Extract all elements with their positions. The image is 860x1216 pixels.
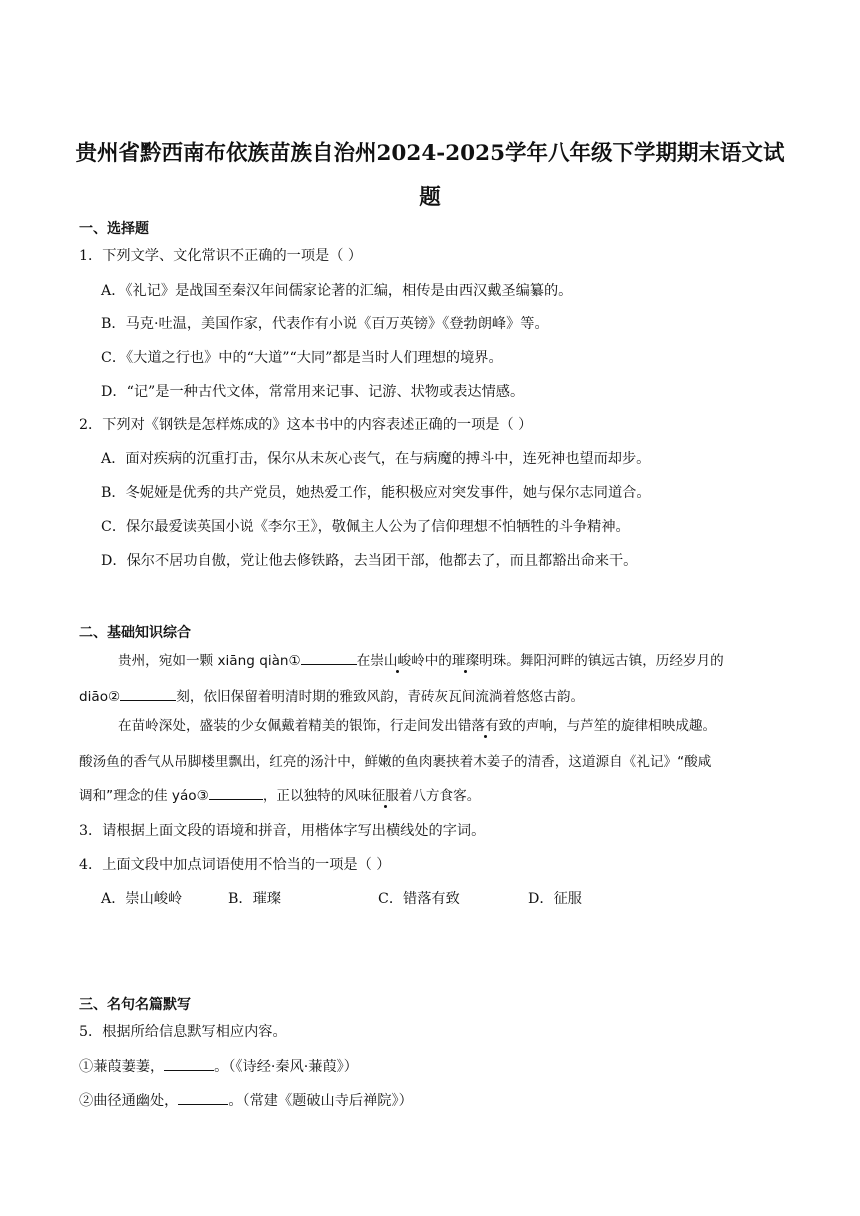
passage-text: 刻，依旧保留着明清时期的雅致风韵，青砖灰瓦间流淌着悠悠古韵。	[176, 689, 585, 705]
passage-line-2	[79, 686, 584, 707]
answer-blank-1[interactable]	[301, 650, 357, 665]
question-4-stem: 4．上面文段中加点词语使用不恰当的一项是（ ）	[79, 857, 391, 873]
question-4-option-d: D．征服	[528, 891, 582, 907]
dotted-word-cuican: 璀璨	[451, 653, 480, 669]
dotted-word-zhengfu: 征服	[371, 788, 399, 804]
question-2-option-c: C．保尔最爱读英国小说《李尔王》，敬佩主人公为了信仰理想不怕牺牲的斗争精神。	[101, 519, 630, 535]
recitation-source: 。（常建《题破山寺后禅院》）	[228, 1093, 413, 1109]
question-4-option-a: A．崇山峻岭	[101, 891, 183, 907]
question-4-option-c: C．错落有致	[378, 891, 460, 907]
passage-text: 贵州，宛如一颗 xiāng qiàn①	[118, 653, 301, 669]
passage-text: 在苗岭深处，盛装的少女佩戴着精美的银饰，行走间发出	[118, 718, 458, 734]
section-heading-recitation: 三、名句名篇默写	[79, 997, 191, 1013]
passage-text: 着八方食客。	[398, 788, 481, 804]
question-1-stem: 1．下列文学、文化常识不正确的一项是（ ）	[79, 248, 363, 264]
answer-blank-3[interactable]	[209, 785, 263, 800]
passage-text: 中的	[424, 653, 452, 669]
passage-text: diāo②	[79, 689, 121, 705]
question-1-option-d: D．“记”是一种古代文体，常常用来记事、记游、状物或表达情感。	[101, 384, 525, 400]
answer-blank-5[interactable]	[178, 1090, 228, 1105]
passage-line-4: 酸汤鱼的香气从吊脚楼里飘出，红亮的汤汁中，鲜嫩的鱼肉裹挟着木姜子的清香，这道源自《礼记》“酸咸	[79, 754, 712, 770]
answer-blank-4[interactable]	[164, 1056, 214, 1071]
question-5-stem: 5．根据所给信息默写相应内容。	[79, 1024, 287, 1040]
question-2-option-a: A．面对疾病的沉重打击，保尔从未灰心丧气，在与病魔的搏斗中，连死神也望而却步。	[101, 451, 651, 467]
passage-line-1	[118, 650, 724, 671]
passage-text: ，正以独特的风味	[262, 788, 372, 804]
passage-text: 明珠。舞阳河畔的镇远古镇，历经岁月的	[479, 653, 724, 669]
section-heading-choice: 一、选择题	[79, 221, 149, 237]
question-4-option-b: B．璀璨	[228, 891, 281, 907]
passage-text: 调和”理念的佳 yáo③	[79, 788, 209, 804]
exam-title-line2: 题	[419, 185, 441, 210]
recitation-prompt: ②曲径通幽处，	[79, 1093, 179, 1109]
question-2-stem: 2．下列对《钢铁是怎样炼成的》这本书中的内容表述正确的一项是（ ）	[79, 417, 533, 433]
answer-blank-2[interactable]	[120, 686, 176, 701]
recitation-prompt: ①蒹葭萋萋，	[79, 1059, 165, 1075]
recitation-item-1	[79, 1056, 358, 1077]
dotted-word-cuoluoyouzhi: 错落有致	[457, 718, 513, 734]
recitation-item-2	[79, 1090, 413, 1111]
section-heading-basic-knowledge: 二、基础知识综合	[79, 625, 191, 641]
recitation-source: 。（《诗经·秦风·蒹葭》）	[214, 1059, 358, 1075]
passage-line-5	[79, 785, 480, 806]
question-2-option-b: B．冬妮娅是优秀的共产党员，她热爱工作，能积极应对突发事件，她与保尔志同道合。	[101, 485, 651, 501]
question-2-option-d: D．保尔不居功自傲，党让他去修铁路，去当团干部，他都去了，而且都豁出命来干。	[101, 553, 638, 569]
passage-text: 的声响，与芦笙的旋律相映成趣。	[512, 718, 717, 734]
passage-text: 在	[356, 653, 371, 669]
question-1-option-a: A．《礼记》是战国至秦汉年间儒家论著的汇编，相传是由西汉戴圣编纂的。	[101, 283, 573, 299]
question-1-option-c: C．《大道之行也》中的“大道”“大同”都是当时人们理想的境界。	[101, 350, 503, 366]
dotted-word-chongshanjunling: 崇山峻岭	[370, 653, 425, 669]
question-1-option-b: B．马克·吐温，美国作家，代表作有小说《百万英镑》《登勃朗峰》等。	[101, 316, 549, 332]
passage-line-3	[118, 716, 716, 736]
question-3-stem: 3．请根据上面文段的语境和拼音，用楷体字写出横线处的字词。	[79, 823, 486, 839]
exam-title-line1: 贵州省黔西南布依族苗族自治州2024-2025学年八年级下学期期末语文试	[75, 141, 785, 166]
